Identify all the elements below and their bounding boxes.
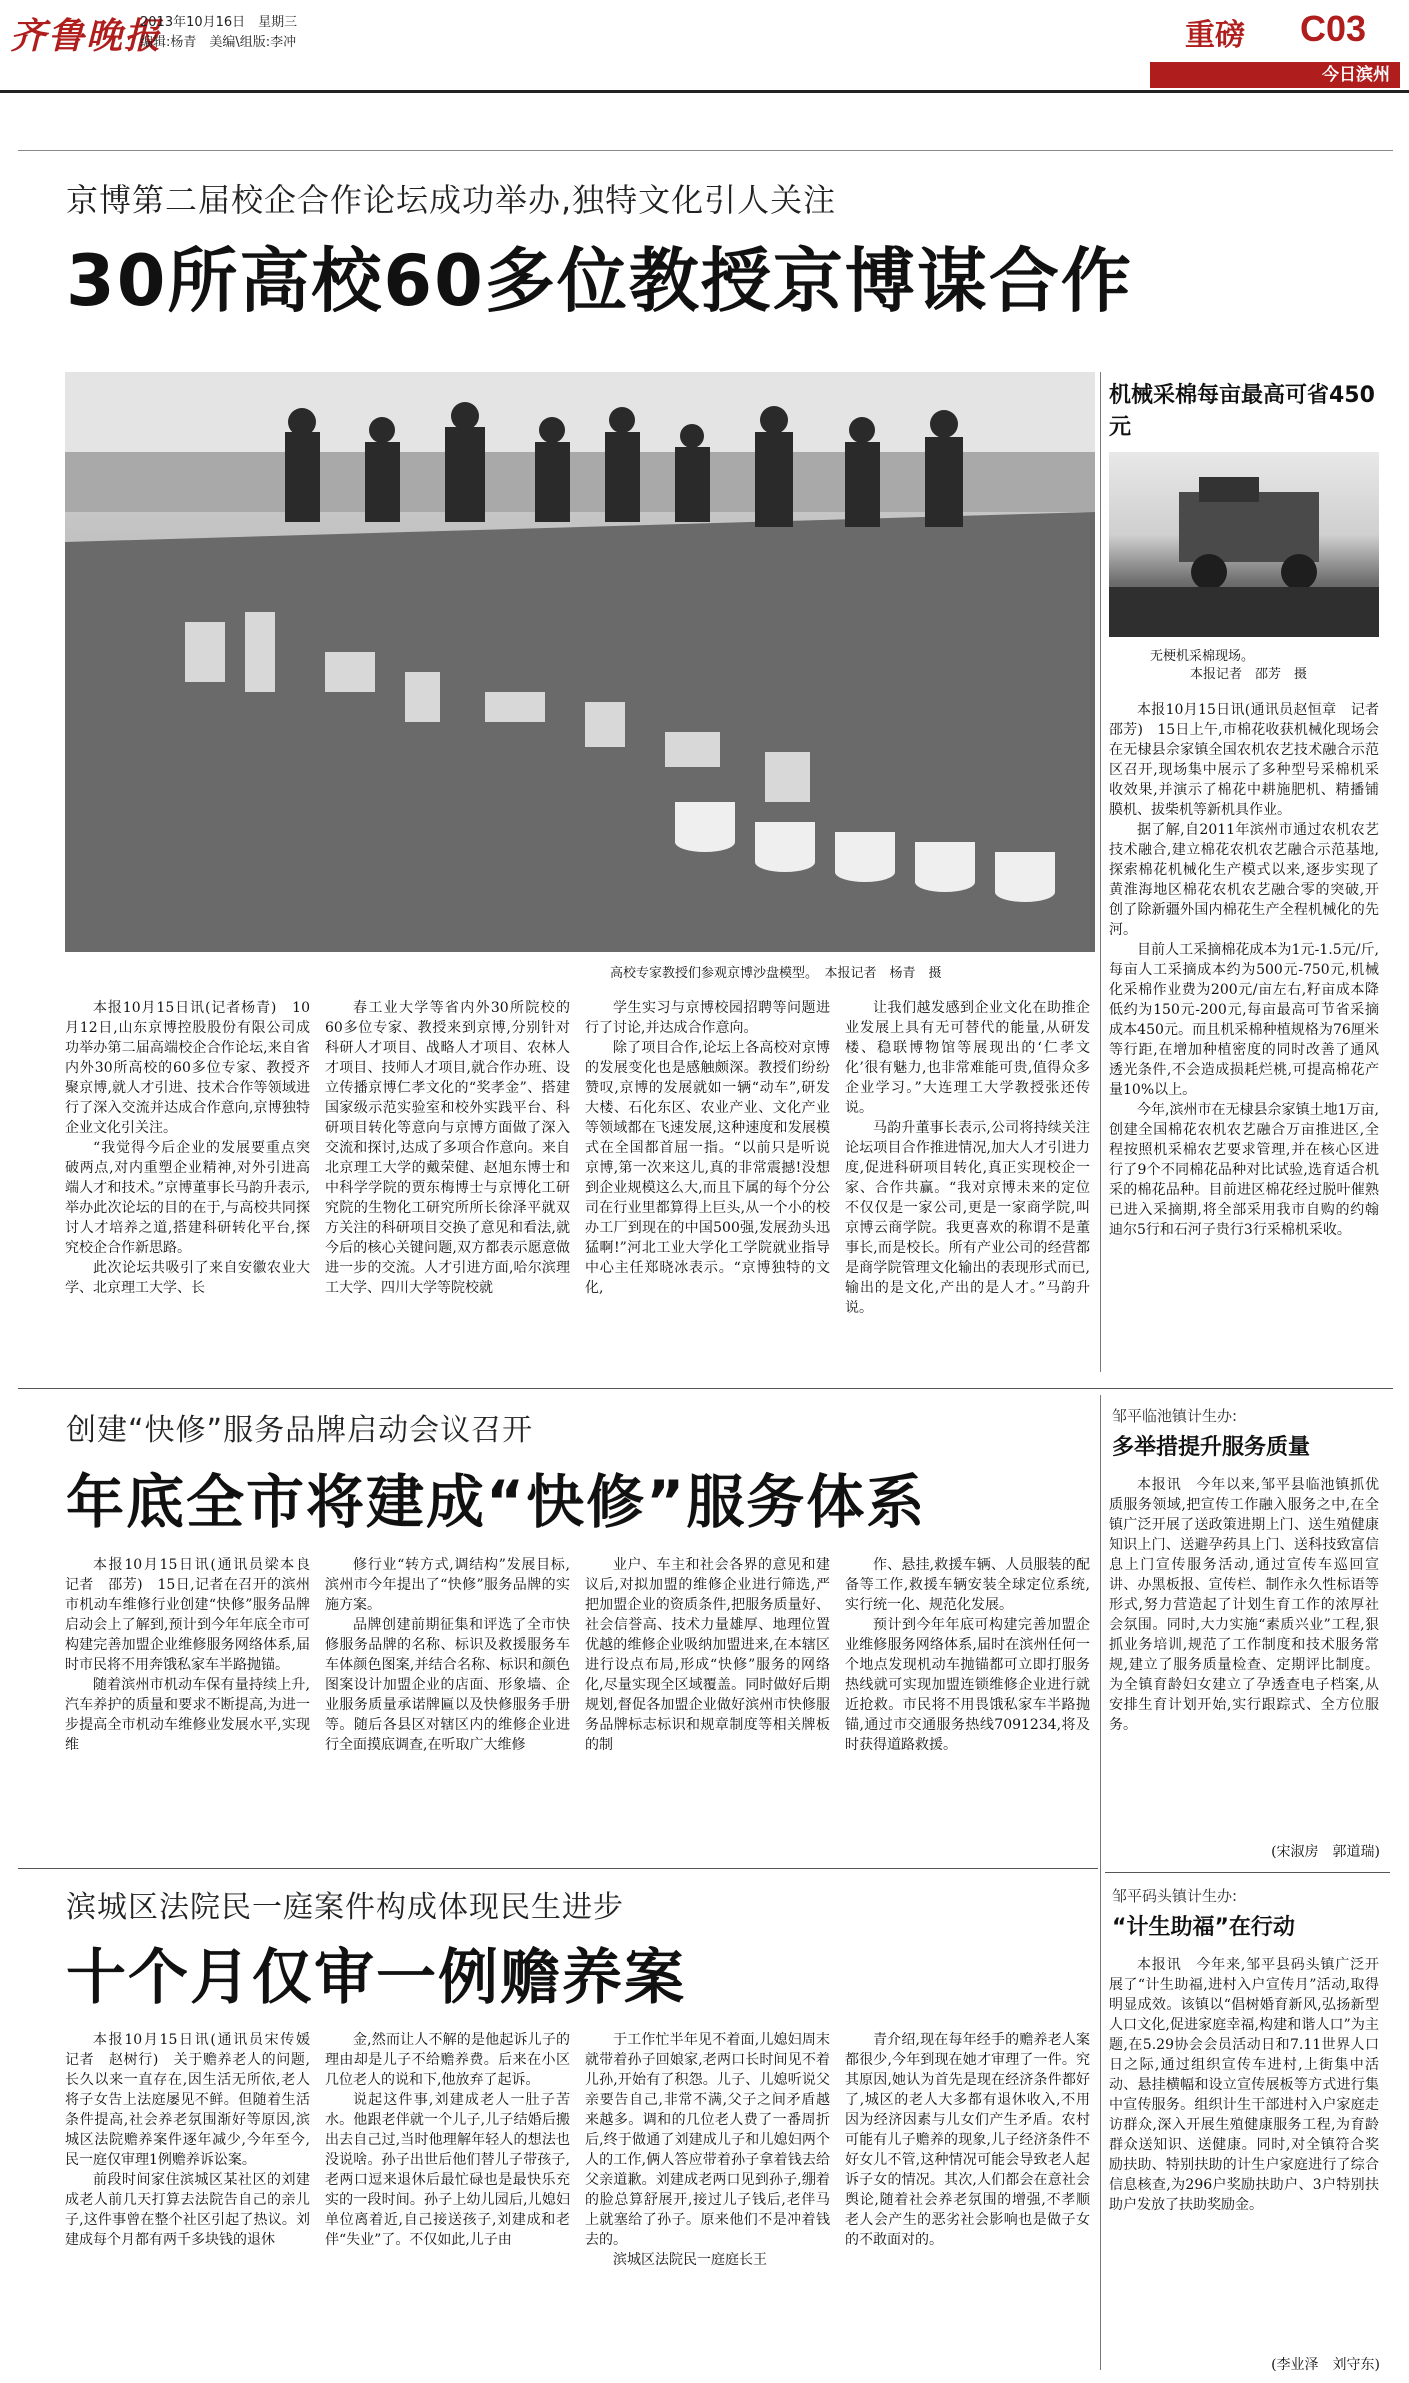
sidebar2-credit: (宋淑房 郭道瑞) [1271,1844,1380,1860]
article2-headline: 年底全市将建成“快修”服务体系 [66,1468,927,1536]
article2-kicker: 创建“快修”服务品牌启动会议召开 [66,1413,534,1448]
paragraph: 目前人工采摘棉花成本为1元-1.5元/斤,每亩人工采摘成本约为500元-750元,机械化采棉作业费为200元/亩左右,籽亩成本降低约为150元-200元,每亩最高可节省采摘成本450元。而且机采棉种植规格为76厘米等行距,在增加种植密度的同时改善了通风透光条件,不会造成损耗烂桃,可提高棉花产量10%以上。 [1109,942,1379,1098]
paragraph: 业户、车主和社会各界的意见和建议后,对拟加盟的维修企业进行筛选,严把加盟企业的资质条件,把服务质量好、社会信誉高、技术力量雄厚、地理位置优越的维修企业吸纳加盟进来,在本辖区进行设点布局,形成“快修”服务的网络化,尽量实现全区域覆盖。同时做好后期规划,督促各加盟企业做好滨州市快修服务品牌标志标识和规章制度等相关牌板的制 [585,1557,830,1753]
sidebar3-body [1109,1955,1379,2350]
sidebar2-body [1109,1475,1379,1835]
sand-table-photo-illustration [65,372,1095,952]
paragraph: 马韵升董事长表示,公司将持续关注论坛项目合作推进情况,加大人才引进力度,促进科研项目转化,真正实现校企一家、合作共赢。“我对京博未来的定位不仅仅是一家公司,更是一家商学院,叫京博云商学院。我更喜欢的称谓不是董事长,而是校长。所有产业公司的经营都是商学院管理文化输出的表现形式而已,输出的是文化,产出的是人才。”马韵升说。 [845,1120,1090,1316]
section-category: 重磅 [1185,18,1245,53]
article1-kicker: 京博第二届校企合作论坛成功举办,独特文化引人关注 [66,181,837,219]
sidebar1-title: 机械采棉每亩最高可省450元 [1109,383,1375,440]
page-number: C03 [1300,8,1367,49]
article3-column-3 [585,2030,830,2370]
paragraph: 说起这件事,刘建成老人一肚子苦水。他跟老伴就一个儿子,儿子结婚后搬出去自己过,当时他理解年轻人的想法也没说啥。孙子出世后他们替儿子带孩子,老两口逗来退休后最忙碌也是最快乐充实的一段时间。孙子上幼儿园后,儿媳妇单位离着近,自己接送孩子,刘建成和老伴“失业”了。不仅如此,儿子由 [325,2092,570,2248]
paragraph: 修行业“转方式,调结构”发展目标,滨州市今年提出了“快修”服务品牌的实施方案。 [325,1557,570,1613]
article2-column-3 [585,1555,830,1855]
paragraph: 品牌创建前期征集和评选了全市快修服务品牌的名称、标识及救援服务车车体颜色图案,并结合名称、标识和颜色图案设计加盟企业的店面、形象墙、企业服务质量承诺牌匾以及快修服务手册等。随后各县区对辖区内的维修企业进行全面摸底调查,在听取广大维修 [325,1617,570,1753]
header-thin-rule [18,150,1393,151]
sidebar-rule-2 [1105,1872,1390,1873]
paragraph: 除了项目合作,论坛上各高校对京博的发展变化也是感触颇深。教授们纷纷赞叹,京博的发展就如一辆“动车”,研发大楼、石化东区、农业产业、文化产业等领域都在飞速发展,这种速度和发展模式在全国都首屈一指。“以前只是听说京博,第一次来这儿,真的非常震撼!没想到企业规模这么大,而且下属的每个分公司在行业里都算得上巨头,从一个小的校办工厂到现在的中国500强,发展劲头迅猛啊!”河北工业大学化工学院就业指导中心主任郑晓冰表示。“京博独特的文化, [585,1040,830,1296]
section-bar: 今日滨州 [1150,62,1400,88]
article3-kicker: 滨城区法院民一庭案件构成体现民生进步 [66,1890,624,1925]
paragraph: 作、悬挂,救援车辆、人员服装的配备等工作,救援车辆安装全球定位系统,实行统一化、规范化发展。 [845,1557,1090,1613]
article2-column-4 [845,1555,1090,1855]
paragraph: 此次论坛共吸引了来自安徽农业大学、北京理工大学、长 [65,1260,310,1296]
cotton-picker-photo [1109,452,1379,637]
section-rule-2 [18,1868,1098,1869]
sand-table-photo [65,372,1095,952]
section-rule-1 [18,1388,1393,1389]
sidebar3-kicker: 邹平码头镇计生办: [1112,1887,1238,1905]
newspaper-logo: 齐鲁晚报 [10,15,163,57]
paragraph: “我觉得今后企业的发展要重点突破两点,对内重塑企业精神,对外引进高端人才和技术。”京博董事长马韵升表示,举办此次论坛的目的在于,与高校共同探讨人才培养之道,搭建科研转化平台,探究校企合作新思路。 [65,1140,310,1256]
paragraph: 春工业大学等省内外30所院校的60多位专家、教授来到京博,分别针对科研人才项目、战略人才项目、农林人才项目、技师人才项目,就合作办班、设立传播京博仁孝文化的“奖孝金”、搭建国家级示范实验室和校外实践平台、科研项目转化等意向与京博方面做了深入交流和探讨,达成了多项合作意向。来自北京理工大学的戴荣健、赵旭东博士和中科学学院的贾东梅博士与京博化工研究院的生物化工研究所所长徐泽平就双方关注的科研项目交换了意见和看法,就今后的核心关键问题,双方都表示愿意做进一步的交流。人才引进方面,哈尔滨理工大学、四川大学等院校就 [325,1000,570,1296]
paragraph: 本报讯 今年来,邹平县码头镇广泛开展了“计生助福,进村入户宣传月”活动,取得明显成效。该镇以“倡树婚育新风,弘扬新型人口文化,促进家庭幸福,构建和谐人口”为主题,在5.29协会会员活动日和7.11世界人口日之际,通过组织宣传车进村,上街集中活动、悬挂横幅和设立宣传展板等方式进行集中宣传服务。组织计生干部进村入户家庭走访群众,深入开展生殖健康服务工程,为育龄群众送知识、送健康。同时,对全镇符合奖励扶助、特别扶助的计生户家庭进行了综合信息核查,为296户奖励扶助户、3户特别扶助户发放了扶助奖励金。 [1109,1957,1379,2213]
paragraph: 今年,滨州市在无棣县佘家镇土地1万亩,创建全国棉花农机农艺融合万亩推进区,全程按照机采棉农艺要求管理,并在核心区进行了9个不同棉花品种对比试验,选育适合机采的棉花品种。目前进区棉花经过脱叶催熟已进入采摘期,将全部采用我市自购的约翰迪尔5行和石河子贵行3行采棉机采收。 [1109,1102,1379,1238]
article3-column-1 [65,2030,324,2370]
header-rule [0,90,1409,93]
paragraph: 据了解,自2011年滨州市通过农机农艺技术融合,建立棉花农机农艺融合示范基地,探索棉花机械化生产模式以来,逐步实现了黄淮海地区棉花农机农艺融合零的突破,开创了除新疆外国内棉花生产全程机械化的先河。 [1109,822,1379,938]
sidebar2-title: 多举措提升服务质量 [1112,1435,1311,1460]
paragraph: 本报10月15日讯(通讯员梁本良 记者 邵芳) 15日,记者在召开的滨州市机动车维修行业创建“快修”服务品牌启动会上了解到,预计到今年年底全市可构建完善加盟企业维修服务网络体系,届时市民将不用奔饿私家车半路抛锚。 [65,1557,324,1673]
article1-headline: 30所高校60多位教授京博谋合作 [66,240,1133,322]
paragraph: 随着滨州市机动车保有量持续上升,汽车养护的质量和要求不断提高,为进一步提高全市机动车维修业发展水平,实现维 [65,1677,310,1753]
paragraph: 青介绍,现在每年经手的赡养老人案都很少,今年到现在她才审理了一件。究其原因,她认为首先是现在经济条件都好了,城区的老人大多都有退休收入,不用因为经济因素与儿女们产生矛盾。农村可能有儿子赡养的现象,儿子经济条件不好女儿不管,这种情况可能会导致老人起诉子女的情况。其次,人们都会在意社会舆论,随着社会养老氛围的增强,不孝顺老人会产生的恶劣社会影响也是做子女的不敢面对的。 [845,2032,1090,2248]
paragraph: 预计到今年年底可构建完善加盟企业维修服务网络体系,届时在滨州任何一个地点发现机动车抛锚都可立即打服务热线就可实现加盟连锁维修企业进行就近抢救。市民将不用畏饿私家车半路抛锚,通过市交通服务热线7091234,将及时获得道路救援。 [845,1617,1090,1753]
paragraph: 让我们越发感到企业文化在助推企业发展上具有无可替代的能量,从研发楼、稳联博物馆等展现出的‘仁孝文化’很有魅力,也非常难能可贵,值得众多企业学习。”大连理工大学教授张还传说。 [845,1000,1090,1116]
article3-headline: 十个月仅审一例赡养案 [66,1943,686,2013]
article1-column-2 [325,998,570,1378]
paragraph: 滨城区法院民一庭庭长王 [613,2252,767,2268]
article3-column-2 [325,2030,570,2370]
sidebar3-credit: (李业泽 刘守东) [1271,2357,1380,2373]
article1-column-3 [585,998,830,1378]
sidebar1-photo-credit: 本报记者 邵芳 摄 [1190,667,1308,682]
paragraph: 本报10月15日讯(通讯员赵恒章 记者 邵芳) 15日上午,市棉花收获机械化现场会在无棣县佘家镇全国农机农艺技术融合示范区召开,现场集中展示了多种型号采棉机采收效果,并演示了棉花中耕施肥机、精播铺膜机、拔柴机等新机具作业。 [1109,702,1393,818]
article2-column-1 [65,1555,324,1855]
sidebar1-body [1109,700,1393,1370]
article1-column-1 [65,998,310,1378]
sidebar3-title: “计生助福”在行动 [1112,1915,1295,1940]
paragraph: 金,然而让人不解的是他起诉儿子的理由却是儿子不给赡养费。后来在小区几位老人的说和下,他放弃了起诉。 [325,2032,570,2088]
cotton-picker-illustration [1109,452,1379,637]
article2-column-2 [325,1555,570,1855]
sidebar1-photo-caption: 无梗机采棉现场。 [1150,649,1255,664]
date-line: 2013年10月16日 星期三 [140,15,298,30]
article1-column-4 [845,998,1090,1378]
paragraph: 学生实习与京博校园招聘等问题进行了讨论,并达成合作意向。 [585,1000,830,1036]
paragraph: 本报讯 今年以来,邹平县临池镇抓优质服务领域,把宣传工作融入服务之中,在全镇广泛开展了送政策进期上门、送生殖健康知识上门、送避孕药具上门、送科技致富信息上门宣传服务活动,通过宣传车巡回宣讲、办黑板报、宣传栏、制作永久性标语等形式,努力营造起了计划生育工作的浓厚社会氛围。同时,大力实施“素质兴业”工程,狠抓业务培训,规范了工作制度和技术服务常规,建立了服务质量检查、定期评比制度。为全镇育龄妇女建立了孕透查电子档案,从安排生育计划开始,实行跟踪式、全方位服务。 [1109,1477,1379,1733]
editors-line: 编辑:杨青 美编\组版:李冲 [140,35,297,50]
sidebar-divider [1100,372,1101,1372]
paragraph: 于工作忙半年见不着面,儿媳妇周末就带着孙子回娘家,老两口长时间见不着儿孙,开始有了积怨。儿子、儿媳听说父亲要告自己,非常不满,父子之间矛盾越来越多。调和的几位老人费了一番周折后,终于做通了刘建成儿子和儿媳妇两个人的工作,俩人答应带着孙子拿着钱去给父亲道歉。刘建成老两口见到孙子,绷着的脸总算舒展开,接过儿子钱后,老伴马上就塞给了孙子。原来他们不是冲着钱去的。 [585,2032,830,2248]
sidebar2-kicker: 邹平临池镇计生办: [1112,1407,1238,1425]
paragraph: 前段时间家住滨城区某社区的刘建成老人前几天打算去法院告自己的亲儿子,这件事曾在整个社区引起了热议。刘建成每个月都有两千多块钱的退休 [65,2172,310,2248]
paragraph: 本报10月15日讯(通讯员宋传媛 记者 赵树行) 关于赡养老人的问题,长久以来一直存在,因生活无所依,老人将子女告上法庭屡见不鲜。但随着生活条件提高,社会养老氛围渐好等原因,滨城区法院赡养案件逐年减少,今年至今,民一庭仅审理1例赡养诉讼案。 [65,2032,324,2168]
article1-photo-caption: 高校专家教授们参观京博沙盘模型。 本报记者 杨青 摄 [610,966,942,981]
paragraph: 本报10月15日讯(记者杨青) 10月12日,山东京博控股股份有限公司成功举办第二届高端校企合作论坛,来自省内外30所高校的60多位专家、教授齐聚京博,就人才引进、技术合作等领域进行了深入交流并达成合作意向,京博独特企业文化引关注。 [65,1000,310,1136]
article3-column-4 [845,2030,1090,2370]
sidebar-divider-2 [1100,1395,1101,2370]
